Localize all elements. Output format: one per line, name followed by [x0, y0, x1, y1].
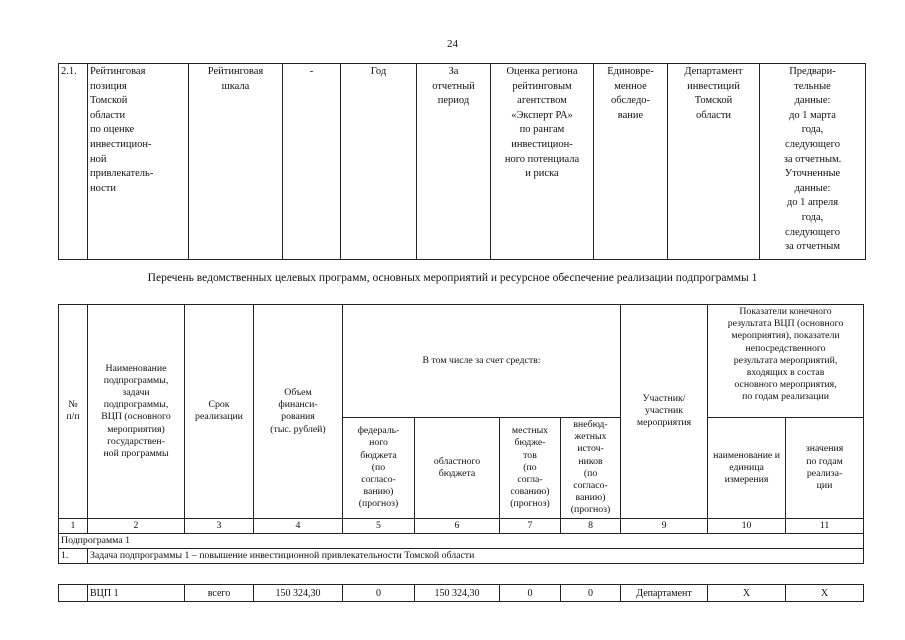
column-number: 6: [415, 518, 500, 533]
indicator-method: Оценка региона рейтинговым агентством «Эксперт РА» по рангам инвестицион- ного потенциала и риска: [491, 64, 594, 260]
header-federal-budget: федераль- ного бюджета (по согласо- ванию) (прогноз): [343, 418, 415, 519]
column-numbers-row: [59, 518, 864, 533]
program-table: [58, 304, 864, 564]
header-participant: Участник/ участник мероприятия: [621, 305, 708, 519]
column-number: 5: [343, 518, 415, 533]
indicator-table: [58, 63, 866, 260]
indicator-deadline: Предвари- тельные данные: до 1 марта года, следующего за отчетным. Уточненные данные: до 1 апреля года, следующего за отчетным: [760, 64, 866, 260]
indicator-collection-method: Единовре- менное обследо- вание: [594, 64, 668, 260]
vcp-number: [59, 585, 88, 602]
header-funding-volume: Объем финанси- рования (тыс. рублей): [254, 305, 343, 519]
column-number: 1: [59, 518, 88, 533]
header-name: Наименование подпрограммы, задачи подпрограммы, ВЦП (основного мероприятия) государствен- ной программы: [88, 305, 185, 519]
header-indicator-values: значения по годам реализа- ции: [786, 418, 864, 519]
column-number: 3: [185, 518, 254, 533]
column-number: 9: [621, 518, 708, 533]
header-regional-budget: областного бюджета: [415, 418, 500, 519]
column-number: 4: [254, 518, 343, 533]
task-number: 1.: [59, 549, 88, 564]
vcp-total: 150 324,30: [254, 585, 343, 602]
vcp-regional: 150 324,30: [415, 585, 500, 602]
vcp-values: X: [786, 585, 864, 602]
subprogram-label: Подпрограмма 1: [59, 533, 864, 548]
vcp-period: всего: [185, 585, 254, 602]
header-results: Показатели конечного результата ВЦП (основного мероприятия), показатели непосредственного результата мероприятий, входящих в состав основного мероприятия, по годам реализации: [708, 305, 864, 418]
indicator-time-frame: За отчетный период: [417, 64, 491, 260]
column-number: 8: [561, 518, 621, 533]
header-number: № п/п: [59, 305, 88, 519]
column-number: 10: [708, 518, 786, 533]
vcp-row: [59, 585, 864, 602]
vcp-participant: Департамент: [621, 585, 708, 602]
indicator-unit: Рейтинговая шкала: [189, 64, 283, 260]
section-title: Перечень ведомственных целевых программ, основных мероприятий и ресурсное обеспечение реализации подпрограммы 1: [147, 272, 758, 284]
header-local-budget: местных бюдже- тов (по согла- сованию) (прогноз): [500, 418, 561, 519]
task-row: [59, 549, 864, 564]
header-period: Срок реализации: [185, 305, 254, 519]
header-row-1: [59, 305, 864, 418]
column-number: 7: [500, 518, 561, 533]
indicator-responsible: Департамент инвестиций Томской области: [668, 64, 760, 260]
vcp-table: [58, 584, 864, 602]
indicator-dash: -: [283, 64, 341, 260]
vcp-name: ВЦП 1: [88, 585, 185, 602]
vcp-local: 0: [500, 585, 561, 602]
header-indicator-name: наименование и единица измерения: [708, 418, 786, 519]
task-label: Задача подпрограммы 1 – повышение инвестиционной привлекательности Томской области: [88, 549, 864, 564]
indicator-name: Рейтинговая позиция Томской области по оценке инвестицион- ной привлекатель- ности: [88, 64, 189, 260]
indicator-periodicity: Год: [341, 64, 417, 260]
column-number: 11: [786, 518, 864, 533]
header-extra-budget: внебюд- жетных источ- ников (по согласо- ванию) (прогноз): [561, 418, 621, 519]
indicator-number: 2.1.: [59, 64, 88, 260]
subprogram-row: [59, 533, 864, 548]
vcp-federal: 0: [343, 585, 415, 602]
vcp-extra: 0: [561, 585, 621, 602]
column-number: 2: [88, 518, 185, 533]
indicator-row: [59, 64, 866, 260]
page-number: 24: [447, 38, 458, 50]
header-funding-sources: В том числе за счет средств:: [343, 305, 621, 418]
vcp-indicator: X: [708, 585, 786, 602]
